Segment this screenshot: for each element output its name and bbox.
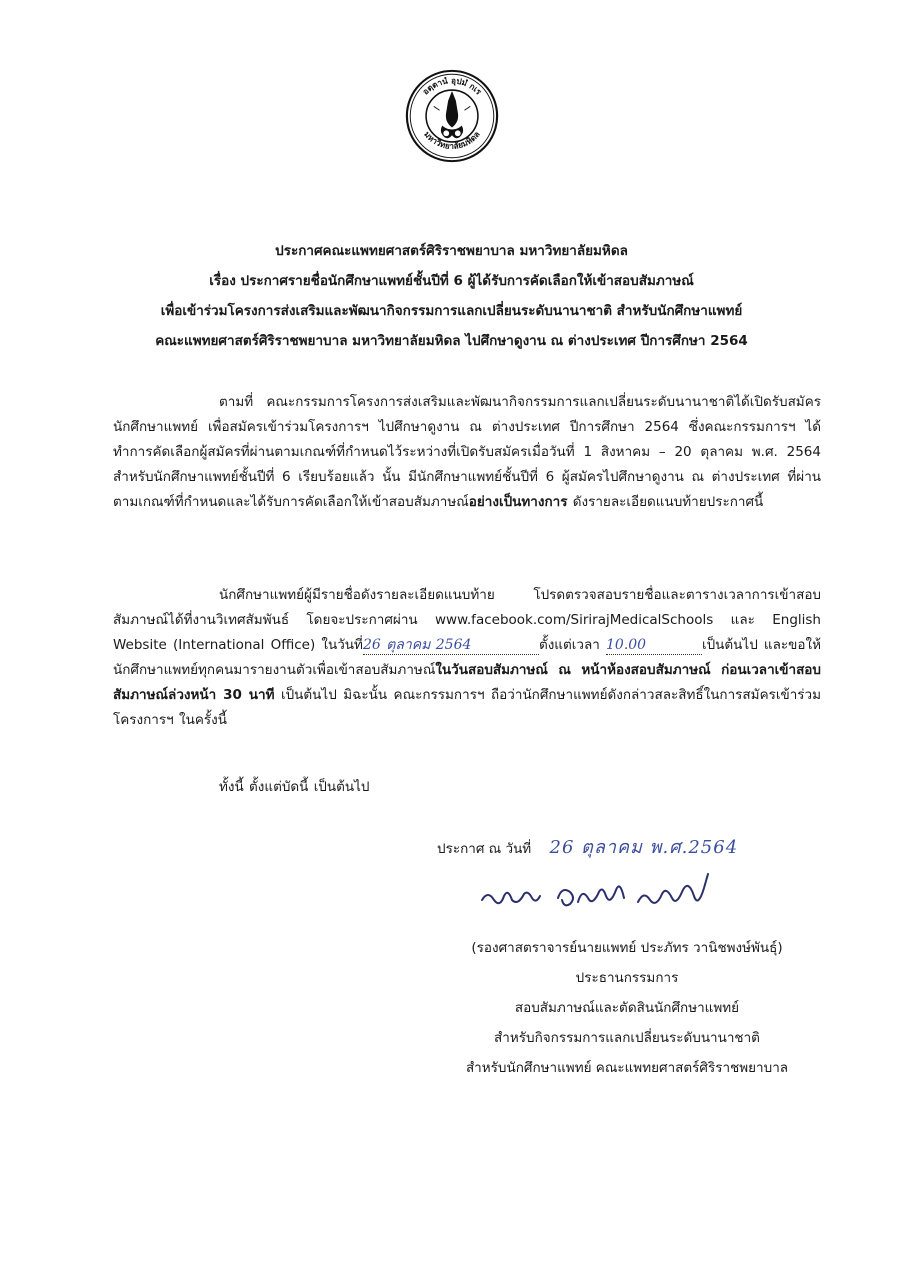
- paragraph-1-text: ตามที่ คณะกรรมการโครงการส่งเสริมและพัฒนากิจกรรมการแลกเปลี่ยนระดับนานาชาติได้เปิดรับสมัครนักศึกษาแพทย์ เพื่อสมัครเข้าร่วมโครงการฯ ไปศึกษาดูงาน ณ ต่างประเทศ ปีการศึกษา 2564 ซึ่งคณะกรรมการฯ ได้ทำการคัดเลือกผู้สมัครที่ผ่านตามเกณฑ์ที่กำหนดไว้ระหว่างที่เปิดรับสมัครเมื่อวันที่ 1 สิงหาคม – 20 ตุลาคม พ.ศ. 2564 สำหรับนักศึกษาแพทย์ชั้นปีที่ 6 เรียบร้อยแล้ว นั้น มีนักศึกษาแพทย์ชั้นปีที่ 6 ผู้สมัครไปศึกษาดูงาน ณ ต่างประเทศ ที่ผ่านตามเกณฑ์ที่กำหนดและได้รับการคัดเลือกให้เข้าสอบสัมภาษณ์: [113, 394, 821, 510]
- heading-line-2: เรื่อง ประกาศรายชื่อนักศึกษาแพทย์ชั้นปีที่ 6 ผู้ได้รับการคัดเลือกให้เข้าสอบสัมภาษณ์: [209, 273, 694, 289]
- paragraph-2-part3: เป็นต้นไป และขอให้นักศึกษาแพทย์ทุกคนมารายงานตัวเพื่อเข้าสอบสัมภาษณ์: [113, 637, 821, 678]
- paragraph-1: [113, 390, 821, 515]
- paragraph-2-tail: เป็นต้นไป มิฉะนั้น คณะกรรมการฯ ถือว่านักศึกษาแพทย์ดังกล่าวสละสิทธิ์ในการสมัครเข้าร่วมโครงการฯ ในครั้งนี้: [113, 687, 821, 728]
- announcement-date-label: ประกาศ ณ วันที่: [437, 841, 532, 857]
- svg-text:อตฺตานํ อุปมํ กเร: อตฺตานํ อุปมํ กเร: [420, 75, 484, 97]
- handwritten-announcement-date: 26 ตุลาคม พ.ศ.2564: [549, 837, 739, 858]
- signatory-title-1: ประธานกรรมการ: [575, 970, 679, 986]
- paragraph-1-bold: อย่างเป็นทางการ: [468, 494, 568, 510]
- heading-line-4: คณะแพทยศาสตร์ศิริราชพยาบาล มหาวิทยาลัยมหิดล ไปศึกษาดูงาน ณ ต่างประเทศ ปีการศึกษา 2564: [155, 333, 748, 349]
- signatory-name: (รองศาสตราจารย์นายแพทย์ ประภัทร วานิชพงษ์พันธุ์): [471, 940, 783, 956]
- paragraph-1-tail: ดังรายละเอียดแนบท้ายประกาศนี้: [567, 494, 764, 510]
- signatory-title-2: สอบสัมภาษณ์และตัดสินนักศึกษาแพทย์: [514, 1000, 740, 1016]
- paragraph-2-part1: นักศึกษาแพทย์ผู้มีรายชื่อดังรายละเอียดแนบท้าย โปรดตรวจสอบรายชื่อและตารางเวลาการเข้าสอบสัมภาษณ์ได้ที่งานวิเทศสัมพันธ์ โดยจะประกาศผ่าน www.facebook.com/SirirajMedicalSchools และ English Website (International Office) ในวันที่: [113, 587, 821, 653]
- announcement-date: [437, 832, 738, 861]
- paragraph-2-part2: ตั้งแต่เวลา: [538, 637, 600, 653]
- paragraph-3: ทั้งนี้ ตั้งแต่บัดนี้ เป็นต้นไป: [219, 779, 370, 795]
- mahidol-seal-icon: [404, 68, 500, 164]
- announcement-heading: [100, 236, 803, 356]
- signatory-title-4: สำหรับนักศึกษาแพทย์ คณะแพทยศาสตร์ศิริราชพยาบาล: [465, 1060, 789, 1076]
- signatory-block: [432, 933, 822, 1083]
- signatory-title-3: สำหรับกิจกรรมการแลกเปลี่ยนระดับนานาชาติ: [494, 1030, 760, 1046]
- paragraph-2-bold: ในวันสอบสัมภาษณ์ ณ หน้าห้องสอบสัมภาษณ์ ก่อนเวลาเข้าสอบสัมภาษณ์ล่วงหน้า 30 นาที: [113, 662, 821, 703]
- handwritten-signature: [478, 868, 738, 918]
- svg-text:มหาวิทยาลัยมหิดล: มหาวิทยาลัยมหิดล: [422, 129, 482, 151]
- handwritten-date-field: 26 ตุลาคม 2564: [362, 637, 472, 653]
- heading-line-1: ประกาศคณะแพทยศาสตร์ศิริราชพยาบาล มหาวิทยาลัยมหิดล: [275, 243, 628, 259]
- handwritten-time-field: 10.00: [606, 637, 647, 653]
- heading-line-3: เพื่อเข้าร่วมโครงการส่งเสริมและพัฒนากิจกรรมการแลกเปลี่ยนระดับนานาชาติ สำหรับนักศึกษาแพทย์: [160, 303, 743, 319]
- paragraph-2: [113, 583, 821, 733]
